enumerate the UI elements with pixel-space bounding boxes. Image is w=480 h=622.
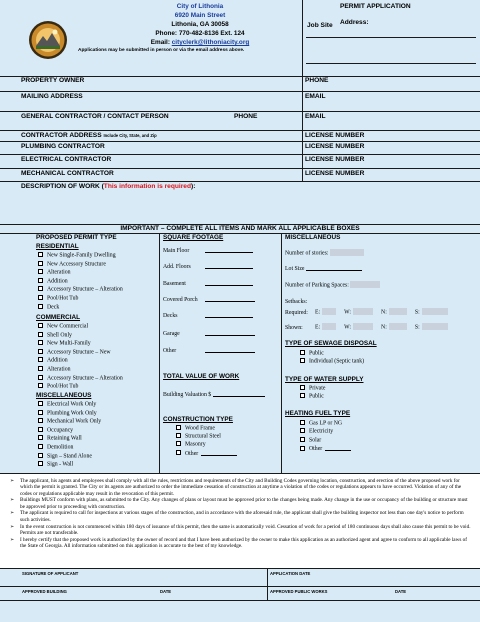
checkbox-label: Addition xyxy=(47,357,68,364)
sqft-label: Other xyxy=(163,348,177,354)
checkbox[interactable] xyxy=(38,410,43,415)
city-street: 6920 Main Street xyxy=(174,12,226,19)
checkbox-label: Shell Only xyxy=(47,332,72,339)
permit-type-title: PROPOSED PERMIT TYPE xyxy=(36,234,117,241)
term-text: The applicant, his agents and employees shall comply with all the rules, restrictions and requirements of the City and Building Codes governing location, construction, and erection of the above proposed work for which the permit is granted. The City or its agents are authorized to order the immediate cessation of construction at anytime a violation of the codes or regulations appears to have occurred. Violation of any of the codes or regulations applicable may result in the revocation of this permit. xyxy=(20,478,462,497)
com-list-item[interactable] xyxy=(38,383,78,390)
checkbox-label: Wood Frame xyxy=(185,425,215,432)
city-name: City of Lithonia xyxy=(176,3,224,10)
com-list-item[interactable] xyxy=(38,357,68,364)
checkbox[interactable] xyxy=(38,444,43,449)
checkbox-label: Alteration xyxy=(47,366,71,373)
checkbox[interactable] xyxy=(38,357,43,362)
city-state-zip: Lithonia, GA 30058 xyxy=(171,21,229,28)
cons-list-item[interactable] xyxy=(176,425,215,432)
terms-list xyxy=(10,478,472,550)
checkbox[interactable] xyxy=(300,393,305,398)
res-list-item[interactable] xyxy=(38,304,59,311)
checkbox[interactable] xyxy=(38,461,43,466)
checkbox[interactable] xyxy=(38,332,43,337)
mechanical-contractor-label: MECHANICAL CONTRACTOR xyxy=(21,170,114,177)
required-n-field[interactable] xyxy=(389,308,407,315)
checkbox[interactable] xyxy=(300,446,305,451)
sewage-title: TYPE OF SEWAGE DISPOSAL xyxy=(285,340,377,347)
checkbox[interactable] xyxy=(176,425,181,430)
misc-list-item[interactable] xyxy=(38,427,73,434)
sqft-field[interactable] xyxy=(205,280,253,286)
arrow-bullet-icon: ➢ xyxy=(10,497,15,504)
job-site-address-line[interactable] xyxy=(306,37,476,38)
required-e-field[interactable] xyxy=(322,308,336,315)
checkbox-label: Solar xyxy=(309,437,322,444)
submission-note: Applications may be submitted in person or via the email address above. xyxy=(78,48,245,53)
cons-list-item[interactable] xyxy=(176,441,206,448)
checkbox[interactable] xyxy=(176,441,181,446)
sqft-field[interactable] xyxy=(205,347,255,353)
lot-size-row: Lot Size xyxy=(285,265,362,272)
checkbox[interactable] xyxy=(38,453,43,458)
checkbox-label: Sign – Stand Alone xyxy=(47,453,92,460)
city-logo xyxy=(28,20,68,60)
sqft-label: Main Floor xyxy=(163,248,190,254)
residential-title: RESIDENTIAL xyxy=(36,243,79,250)
checkbox-label: Deck xyxy=(47,304,60,311)
sqft-row xyxy=(163,330,255,337)
sqft-label: Decks xyxy=(163,313,178,319)
address-label: Address: xyxy=(340,19,369,26)
commercial-title: COMMERCIAL xyxy=(36,314,81,321)
checkbox-label: Pool/Hot Tub xyxy=(47,383,79,390)
checkbox[interactable] xyxy=(300,420,305,425)
arrow-bullet-icon: ➢ xyxy=(10,536,15,543)
sqft-label: Add. Floors xyxy=(163,264,191,270)
checkbox-label: Electrical Work Only xyxy=(47,401,97,408)
arrow-bullet-icon: ➢ xyxy=(10,478,15,484)
sqft-field[interactable] xyxy=(205,330,255,336)
city-email-line xyxy=(90,38,310,47)
term-item xyxy=(10,478,472,497)
checkbox-label: Individual (Septic tank) xyxy=(309,358,365,365)
res-list-item[interactable] xyxy=(38,295,78,302)
fill-line[interactable] xyxy=(201,450,237,456)
com-list-item[interactable] xyxy=(38,366,71,373)
checkbox-label: New Multi-Family xyxy=(47,340,91,347)
license-number-label-3: LICENSE NUMBER xyxy=(305,156,365,163)
sqft-field[interactable] xyxy=(205,247,253,253)
gc-email-label: EMAIL xyxy=(305,113,326,120)
com-list-item[interactable] xyxy=(38,340,91,347)
checkbox[interactable] xyxy=(38,418,43,423)
city-phone: Phone: 770-482-8136 Ext. 124 xyxy=(155,30,245,37)
checkbox[interactable] xyxy=(38,383,43,388)
term-text: I hereby certify that the proposed work is authorized by the owner of record and that I have been authorized by the owner to make this application as an authorized agent and agree to conform to all applicable laws of the State of Georgia. All information submitted on this application is accurate to the best of my knowledge. xyxy=(20,536,467,549)
mailing-address-label: MAILING ADDRESS xyxy=(21,93,83,100)
misc-list-item[interactable] xyxy=(38,435,82,442)
checkbox[interactable] xyxy=(38,375,43,380)
checkbox-label: Retaining Wall xyxy=(47,435,82,442)
job-site-label: Job Site xyxy=(307,22,333,29)
date-label-1: DATE xyxy=(160,589,172,594)
checkbox-label: Electricity xyxy=(309,428,334,435)
checkbox-label: Demolition xyxy=(47,444,74,451)
cons-list-item[interactable] xyxy=(176,450,237,457)
checkbox[interactable] xyxy=(38,252,43,257)
com-list-item[interactable] xyxy=(38,349,111,356)
checkbox[interactable] xyxy=(300,358,305,363)
sqft-row xyxy=(163,280,253,287)
term-item xyxy=(10,524,472,537)
checkbox[interactable] xyxy=(38,401,43,406)
application-date-label: APPLICATION DATE xyxy=(270,571,311,576)
misc-title: MISCELLANEOUS xyxy=(36,392,92,399)
email-field-label: EMAIL xyxy=(305,93,326,100)
contractor-address-label: CONTRACTOR ADDRESS Include City, State, and Zip xyxy=(21,132,157,139)
signature-label: SIGNATURE OF APPLICANT xyxy=(22,571,79,576)
term-item xyxy=(10,510,472,523)
heat-list-item[interactable] xyxy=(300,428,333,435)
checkbox-label: Public xyxy=(309,393,324,400)
checkbox[interactable] xyxy=(176,450,181,455)
checkbox-label: Gas LP or NG xyxy=(309,420,343,427)
checkbox-label: Other xyxy=(185,450,199,457)
checkbox-label: Alteration xyxy=(47,269,71,276)
sqft-label: Basement xyxy=(163,281,186,287)
checkbox-label: Addition xyxy=(47,278,68,285)
res-list-item[interactable] xyxy=(38,252,116,259)
electrical-contractor-label: ELECTRICAL CONTRACTOR xyxy=(21,156,112,163)
term-text: The applicant is required to call for inspections at various stages of the construction, and in accordance with the aforesaid rule, the applicant shall give the building inspector not less than one day's notice to perform such activities. xyxy=(20,510,464,523)
sqft-field[interactable] xyxy=(205,263,253,269)
checkbox-label: New Single-Family Dwelling xyxy=(47,252,116,259)
shown-e-field[interactable] xyxy=(322,323,336,330)
plumbing-contractor-label: PLUMBING CONTRACTOR xyxy=(21,143,105,150)
shown-w-field[interactable] xyxy=(353,323,373,330)
checkbox[interactable] xyxy=(38,286,43,291)
parking-row: Number of Parking Spaces: xyxy=(285,281,380,289)
checkbox[interactable] xyxy=(300,350,305,355)
checkbox[interactable] xyxy=(38,304,43,309)
date-label-2: DATE xyxy=(395,589,407,594)
checkbox[interactable] xyxy=(176,433,181,438)
checkbox[interactable] xyxy=(38,366,43,371)
general-contractor-label: GENERAL CONTRACTOR / CONTACT PERSON xyxy=(21,113,169,120)
permit-title: PERMIT APPLICATION xyxy=(340,3,411,10)
arrow-bullet-icon: ➢ xyxy=(10,510,15,517)
license-number-label-1: LICENSE NUMBER xyxy=(305,132,365,139)
total-value-title: TOTAL VALUE OF WORK xyxy=(163,373,240,380)
checkbox-label: Public xyxy=(309,350,324,357)
important-banner: IMPORTANT – COMPLETE ALL ITEMS AND MARK ALL APPLICABLE BOXES xyxy=(120,225,360,232)
email-label: Email: xyxy=(150,39,170,46)
misc-list-item[interactable] xyxy=(38,401,96,408)
checkbox-label: Accessory Structure – New xyxy=(47,349,111,356)
checkbox-label: Pool/Hot Tub xyxy=(47,295,79,302)
lot-size-field[interactable] xyxy=(306,265,362,271)
water-title: TYPE OF WATER SUPPLY xyxy=(285,376,364,383)
checkbox[interactable] xyxy=(38,340,43,345)
stories-row: Number of stories: xyxy=(285,249,364,257)
required-s-field[interactable] xyxy=(422,308,448,315)
res-list-item[interactable] xyxy=(38,286,123,293)
setbacks-label: Setbacks: xyxy=(285,299,308,305)
term-item xyxy=(10,537,472,550)
email-link[interactable]: cityclerk@lithoniacity.org xyxy=(171,39,250,46)
checkbox[interactable] xyxy=(38,278,43,283)
sqft-label: Garage xyxy=(163,331,180,337)
sew-list-item[interactable] xyxy=(300,358,364,365)
misc-list-item[interactable] xyxy=(38,461,73,468)
sqft-row xyxy=(163,347,255,354)
approved-public-works-label: APPROVED PUBLIC WORKS xyxy=(270,589,328,594)
misc-list-item[interactable] xyxy=(38,444,73,451)
term-text: Buildings MUST conform with plans, as submitted to the City. Any changes of plans or layout must be approved prior to the changes being made. Any change in the use or occupancy of the building or structure must be approved prior to proceeding with construction. xyxy=(20,497,468,510)
shown-n-field[interactable] xyxy=(389,323,407,330)
checkbox-label: Structural Steel xyxy=(185,433,221,440)
checkbox-label: Accessory Structure – Alteration xyxy=(47,375,123,382)
setbacks-shown-row: Shown: E: W: N: S: xyxy=(285,323,448,331)
checkbox-label: Sign - Wall xyxy=(47,461,74,468)
checkbox-label: New Accessory Structure xyxy=(47,261,106,268)
water-list-item[interactable] xyxy=(300,385,325,392)
fill-line[interactable] xyxy=(325,445,351,451)
checkbox[interactable] xyxy=(38,323,43,328)
job-site-address-line-2[interactable] xyxy=(306,63,476,64)
sqft-row xyxy=(163,247,253,254)
checkbox-label: New Commercial xyxy=(47,323,89,330)
checkbox[interactable] xyxy=(300,437,305,442)
checkbox[interactable] xyxy=(38,349,43,354)
sqft-field[interactable] xyxy=(205,312,253,318)
com-list-item[interactable] xyxy=(38,323,88,330)
com-list-item[interactable] xyxy=(38,332,72,339)
term-text: In the event construction is not commenced within 180 days of issuance of this permit, then the same is automatically void. Cessation of work for a period of 180 continuous days shall also cause this permit to be void. Permits are not transferable. xyxy=(20,523,471,536)
res-list-item[interactable] xyxy=(38,261,106,268)
license-number-label-4: LICENSE NUMBER xyxy=(305,170,365,177)
checkbox[interactable] xyxy=(38,295,43,300)
sew-list-item[interactable] xyxy=(300,350,324,357)
sqft-row xyxy=(163,296,255,303)
checkbox[interactable] xyxy=(38,261,43,266)
approved-building-label: APPROVED BUILDING xyxy=(22,589,67,594)
checkbox-label: Private xyxy=(309,385,326,392)
misc-list-item[interactable] xyxy=(38,453,92,460)
license-number-label-2: LICENSE NUMBER xyxy=(305,143,365,150)
heat-list-item[interactable] xyxy=(300,420,342,427)
sqft-field[interactable] xyxy=(205,296,255,302)
stories-field[interactable] xyxy=(330,249,364,256)
sqft-row xyxy=(163,263,253,270)
res-list-item[interactable] xyxy=(38,278,68,285)
phone-label: PHONE xyxy=(305,77,329,84)
sqft-row xyxy=(163,312,253,319)
checkbox-label: Plumbing Work Only xyxy=(47,410,97,417)
building-valuation: Building Valuation $ xyxy=(163,391,265,398)
checkbox[interactable] xyxy=(300,385,305,390)
gc-phone-label: PHONE xyxy=(234,113,258,120)
misc-list-item[interactable] xyxy=(38,418,101,425)
heating-title: HEATING FUEL TYPE xyxy=(285,410,351,417)
com-list-item[interactable] xyxy=(38,375,123,382)
res-list-item[interactable] xyxy=(38,269,71,276)
sqft-label: Covered Porch xyxy=(163,297,198,303)
parking-field[interactable] xyxy=(350,281,380,288)
property-owner-label: PROPERTY OWNER xyxy=(21,77,85,84)
setbacks-required-row: Required: E: W: N: S: xyxy=(285,308,448,316)
required-w-field[interactable] xyxy=(353,308,373,315)
checkbox[interactable] xyxy=(300,428,305,433)
description-label: DESCRIPTION OF WORK (This information is required): xyxy=(21,183,196,190)
checkbox-label: Mechanical Work Only xyxy=(47,418,102,425)
checkbox-label: Accessory Structure – Alteration xyxy=(47,286,123,293)
water-list-item[interactable] xyxy=(300,393,324,400)
checkbox[interactable] xyxy=(38,427,43,432)
valuation-field[interactable] xyxy=(213,391,265,397)
shown-s-field[interactable] xyxy=(422,323,448,330)
cons-list-item[interactable] xyxy=(176,433,221,440)
checkbox[interactable] xyxy=(38,269,43,274)
checkbox-label: Masonry xyxy=(185,441,206,448)
heat-list-item[interactable] xyxy=(300,445,351,452)
heat-list-item[interactable] xyxy=(300,437,321,444)
misc-list-item[interactable] xyxy=(38,410,97,417)
checkbox-label: Occupancy xyxy=(47,427,74,434)
term-item xyxy=(10,497,472,510)
checkbox[interactable] xyxy=(38,435,43,440)
arrow-bullet-icon: ➢ xyxy=(10,523,15,530)
checkbox-label: Other xyxy=(309,446,323,453)
square-footage-title: SQUARE FOOTAGE xyxy=(163,234,224,241)
misc-col-title: MISCELLANEOUS xyxy=(285,234,341,241)
construction-type-title: CONSTRUCTION TYPE xyxy=(163,416,233,423)
